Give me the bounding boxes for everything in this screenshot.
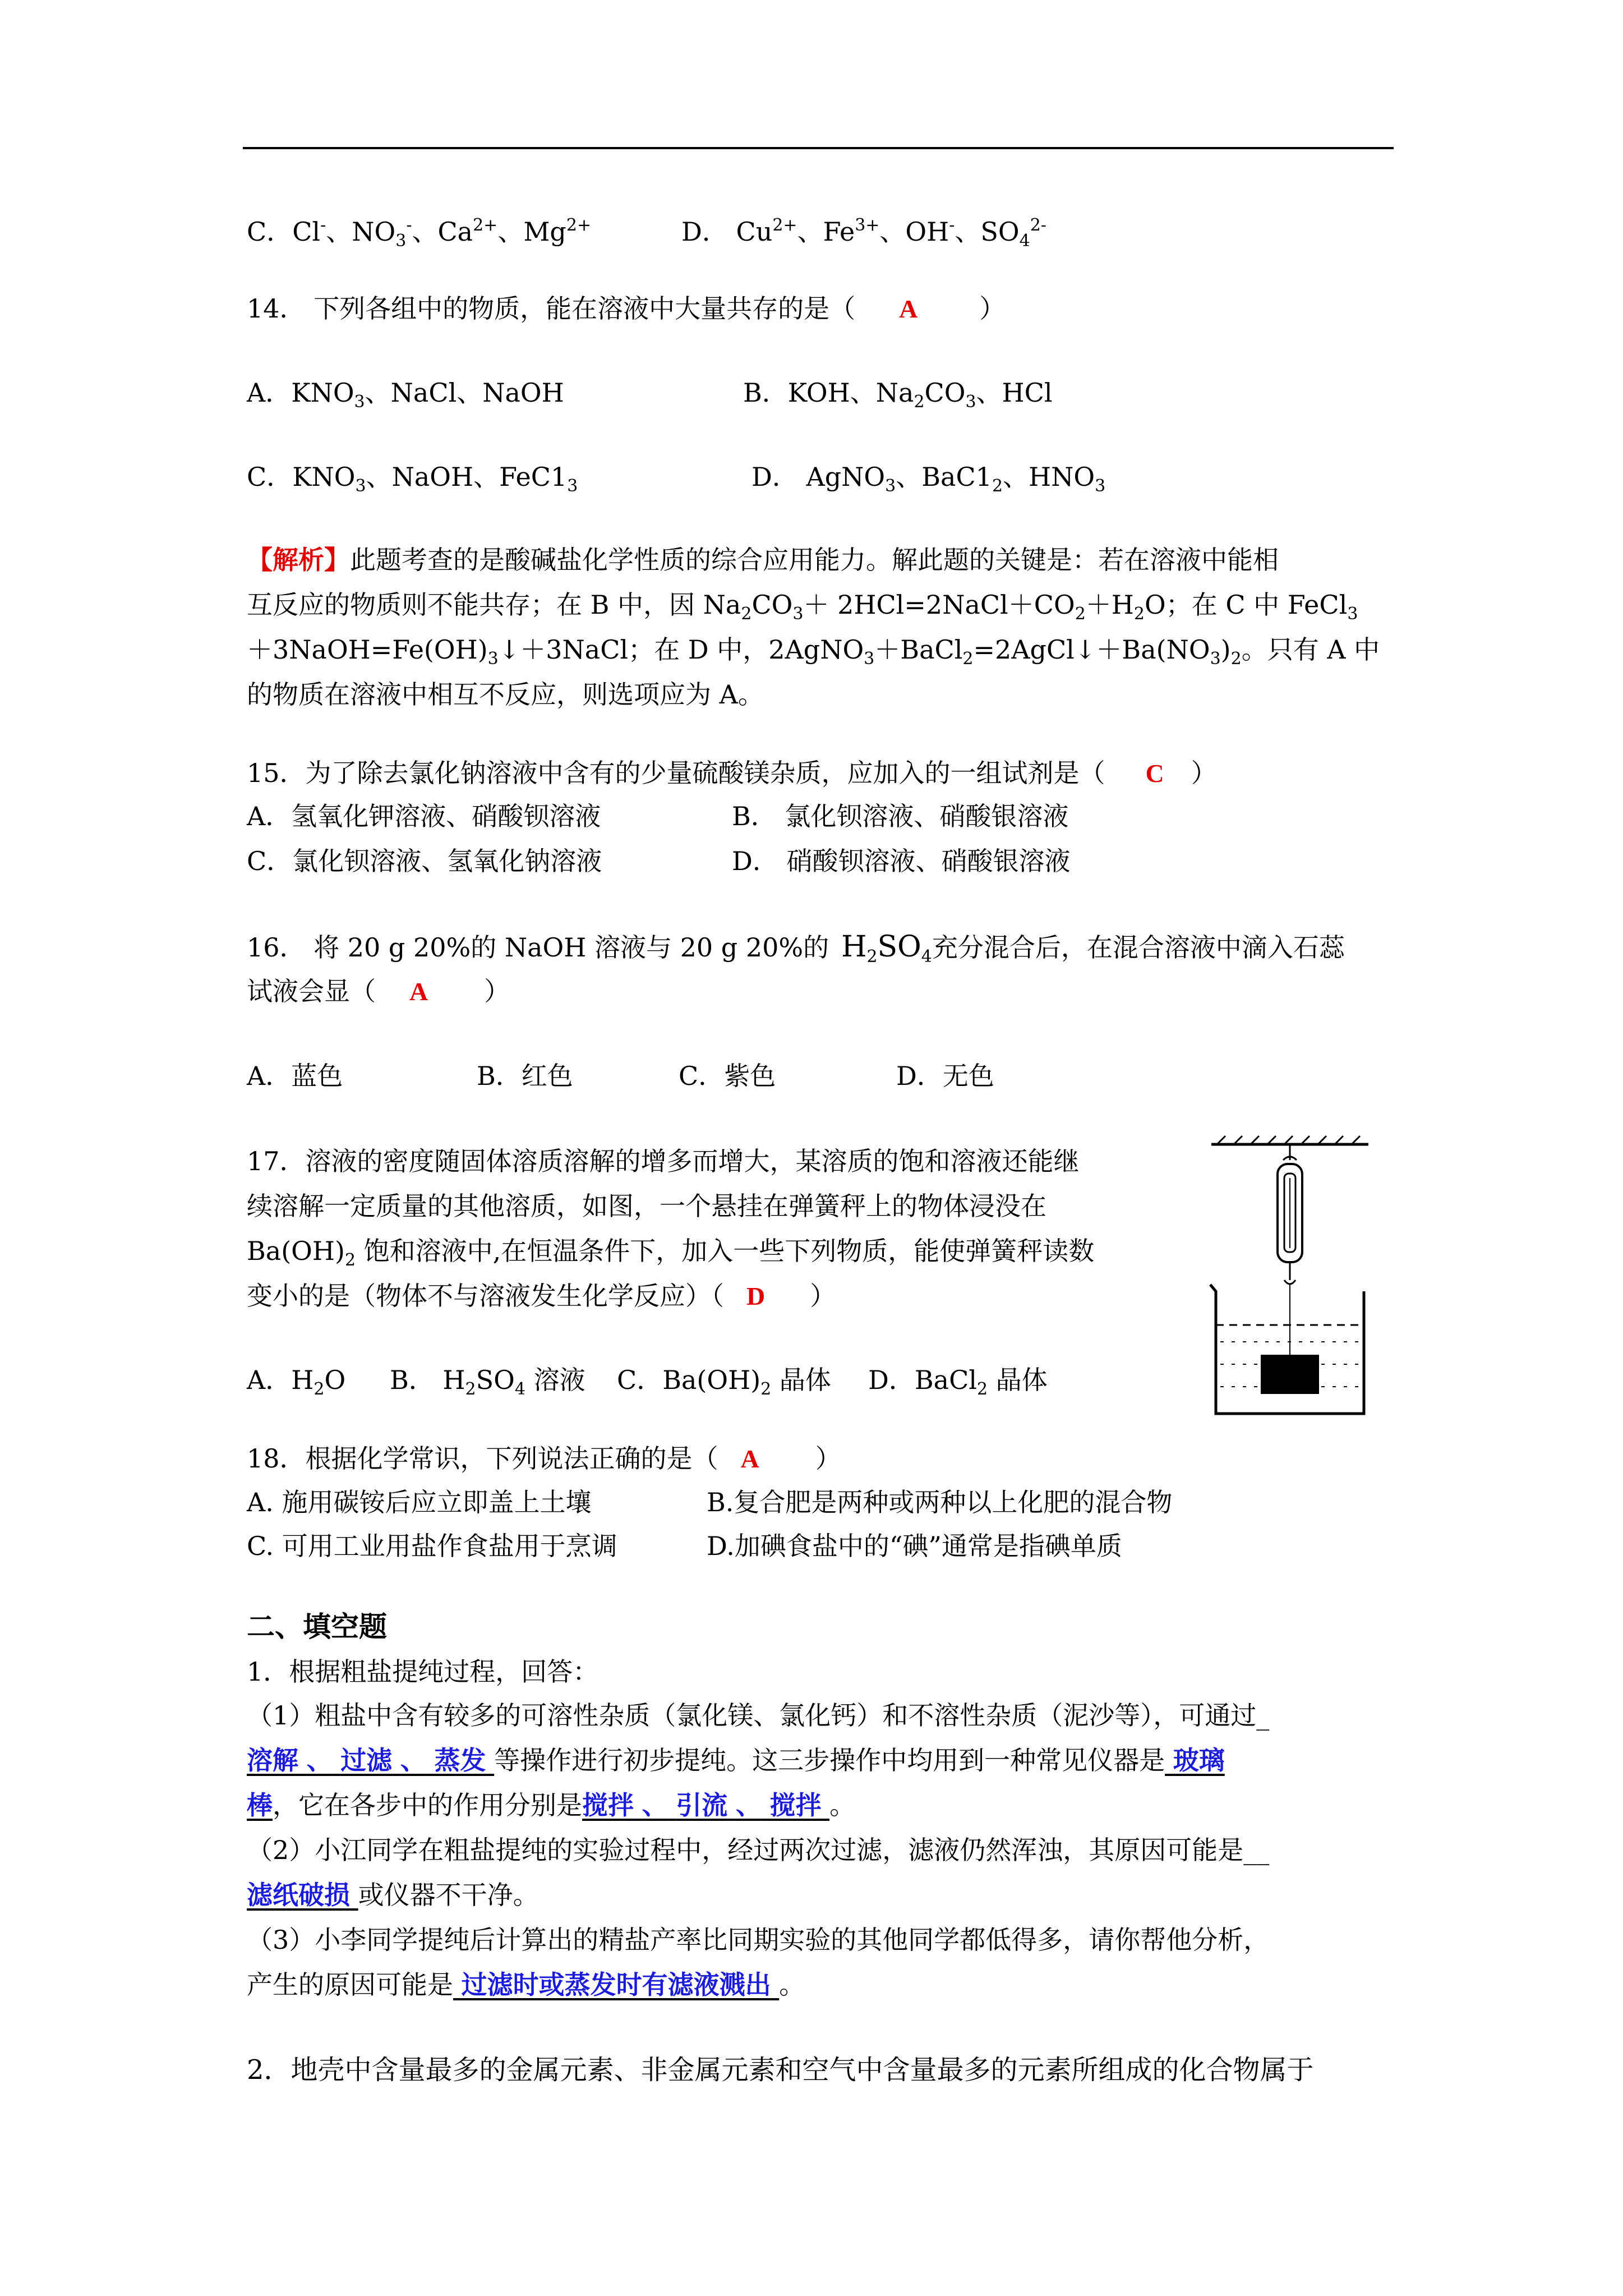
fill-q1-part1-line3: 棒，它在各步中的作用分别是搅拌 、 引流 、 搅拌 。 — [247, 1790, 856, 1820]
q18-stem: 18．根据化学常识，下列说法正确的是（ A ） — [247, 1443, 841, 1474]
blank-role-1: 搅拌 — [582, 1790, 634, 1820]
header-rule — [243, 147, 1394, 149]
spring-balance — [1278, 1144, 1302, 1284]
blank-reason: 滤纸破损 — [247, 1880, 350, 1910]
q17-option-b: B． $H_2SO_4$ 溶液 — [390, 1365, 585, 1399]
q17-line3: $Ba(OH)_2$ 饱和溶液中,在恒温条件下，加入一些下列物质，能使弹簧秤读数 — [247, 1236, 1095, 1270]
ceiling-support — [1211, 1136, 1368, 1144]
fill-q1-part3-line1: （3）小李同学提纯后计算出的精盐产率比同期实验的其他同学都低得多，请你帮他分析， — [247, 1925, 1270, 1955]
q14-analysis-line1: 【解析】此题考查的是酸碱盐化学性质的综合应用能力。解此题的关键是：若在溶液中能相 — [247, 545, 1279, 575]
fill-q1-part2-line2: 滤纸破损 或仪器不干净。 — [247, 1880, 539, 1910]
q14-option-b: B．KOH、$Na_2CO_3$、HCl — [743, 378, 1053, 412]
q16-option-c: C．紫色 — [679, 1061, 776, 1091]
blank-role-2: 引流 — [676, 1790, 728, 1820]
immersed-object — [1261, 1355, 1319, 1394]
q16-option-b: B．红色 — [477, 1061, 573, 1091]
q18-option-d: D.加碘食盐中的“碘”通常是指碘单质 — [707, 1531, 1122, 1561]
q15-option-a: A．氢氧化钾溶液、硝酸钡溶液 — [247, 801, 601, 831]
q17-option-a: A．$H_2O$ — [247, 1365, 346, 1399]
q16-answer: A — [409, 977, 428, 1006]
q17-line1: 17．溶液的密度随固体溶质溶解的增多而增大，某溶质的饱和溶液还能继 — [247, 1146, 1080, 1176]
section-heading: 二、填空题 — [247, 1610, 387, 1643]
blank-yield-reason: 过滤时或蒸发时有滤液溅出 — [461, 1970, 771, 2000]
q14-analysis-line4: 的物质在溶液中相互不反应，则选项应为 A。 — [247, 679, 764, 710]
q14-stem: 14． 下列各组中的物质，能在溶液中大量共存的是（ A ） — [247, 293, 1006, 324]
beaker — [1210, 1285, 1364, 1414]
q15-option-c: C．氯化钡溶液、氢氧化钠溶液 — [247, 846, 602, 876]
blank-instrument: 玻璃 — [1173, 1745, 1225, 1775]
fill-q2-line1: 2．地壳中含量最多的金属元素、非金属元素和空气中含量最多的元素所组成的化合物属于 — [247, 2054, 1314, 2086]
q15-stem: 15．为了除去氯化钠溶液中含有的少量硫酸镁杂质，应加入的一组试剂是（ C ） — [247, 758, 1217, 788]
q15-option-d: D． 硝酸钡溶液、硝酸银溶液 — [732, 846, 1071, 876]
q17-answer: D — [746, 1282, 766, 1310]
blank-dissolve: 溶解 — [247, 1745, 298, 1775]
q16-option-a: A．蓝色 — [247, 1061, 343, 1091]
analysis-tag: 【解析】 — [247, 545, 350, 575]
q13-option-c: C．Cl-、$NO_3^-$、$Ca^{2+}$、$Mg^{2+}$ — [247, 215, 592, 251]
q14-option-c: C．$KNO_3$、NaOH、$FeC1_3$ — [247, 462, 578, 496]
q15-option-b: B． 氯化钡溶液、硝酸银溶液 — [732, 801, 1069, 831]
blank-filter: 过滤 — [340, 1745, 393, 1775]
q13-option-d: D． $Cu^{2+}$、$Fe^{3+}$、OH-、$SO_4^{2-}$ — [681, 215, 1046, 251]
fill-q1-stem: 1．根据粗盐提纯过程，回答： — [247, 1657, 599, 1687]
spring-balance-beaker-figure — [1200, 1133, 1380, 1425]
q16-stem-line1: 16． 将 20 g 20%的 NaOH 溶液与 20 g 20%的 $H_2SO_4$充分混合后，在混合溶液中滴入石蕊 — [247, 930, 1345, 967]
fill-q1-part1-line2: 溶解 、 过滤 、 蒸发 等操作进行初步提纯。这三步操作中均用到一种常见仪器是 玻璃 — [247, 1745, 1225, 1775]
q18-answer: A — [740, 1444, 759, 1473]
fill-q1-part1-line1: （1）粗盐中含有较多的可溶性杂质（氯化镁、氯化钙）和不溶性杂质（泥沙等），可通过_ — [247, 1700, 1270, 1731]
fill-q1-part3-line2: 产生的原因可能是 过滤时或蒸发时有滤液溅出 。 — [247, 1970, 805, 2000]
q17-line4: 变小的是（物体不与溶液发生化学反应）（ D ） — [247, 1281, 836, 1311]
blank-evaporate: 蒸发 — [434, 1745, 486, 1775]
blank-role-3: 搅拌 — [769, 1790, 822, 1820]
q14-analysis-line3: $+3NaOH=Fe(OH)_3↓+3NaCl$；在 D 中，$2AgNO_3+BaCl_2=2AgCl↓+Ba(NO_3)_2$。只有 A 中 — [247, 634, 1380, 669]
q14-answer: A — [899, 295, 918, 323]
q14-option-a: A．$KNO_3$、NaCl、NaOH — [247, 378, 564, 412]
q18-option-a: A. 施用碳铵后应立即盖上土壤 — [247, 1487, 592, 1517]
q16-stem-line2: 试液会显（ A ） — [247, 976, 510, 1006]
q14-analysis-line2: 互反应的物质则不能共存；在 B 中，因 $Na_2CO_3+$ $2HCl=2NaCl+CO_2+H_2O$；在 C 中 FeCl$_3$ — [247, 590, 1358, 624]
q15-answer: C — [1145, 759, 1164, 788]
q18-option-c: C. 可用工业用盐作食盐用于烹调 — [247, 1531, 617, 1561]
q18-option-b: B.复合肥是两种或两种以上化肥的混合物 — [707, 1487, 1173, 1517]
q14-option-d: D． AgNO$_3$、$BaC1_2$、$HNO_3$ — [751, 462, 1106, 496]
q17-line2: 续溶解一定质量的其他溶质，如图，一个悬挂在弹簧秤上的物体浸没在 — [247, 1191, 1046, 1221]
q17-option-d: D．BaCl$_2$ 晶体 — [868, 1365, 1048, 1399]
q16-option-d: D．无色 — [896, 1061, 994, 1091]
fill-q1-part2-line1: （2）小江同学在粗盐提纯的实验过程中，经过两次过滤，滤液仍然浑浊，其原因可能是__ — [247, 1835, 1270, 1865]
q17-option-c: C．$Ba(OH)_2$ 晶体 — [617, 1365, 831, 1399]
